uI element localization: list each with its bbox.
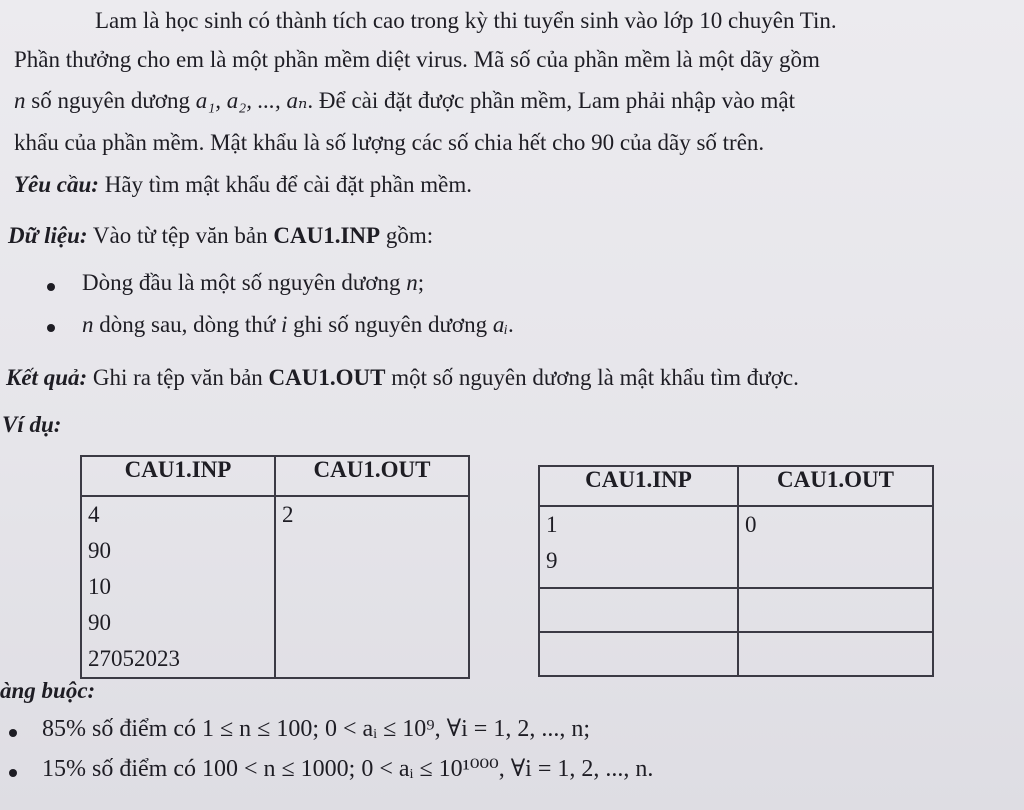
var-i: i (281, 312, 288, 337)
empty-cell (539, 588, 738, 632)
example-label: Ví dụ: (2, 412, 62, 437)
var-n: n (406, 270, 418, 295)
text: dòng sau, dòng thứ (93, 312, 282, 337)
input-line: 4 (88, 502, 100, 527)
paragraph-line-3 (14, 86, 795, 116)
input-line: 27052023 (88, 646, 180, 671)
output-line: 0 (745, 512, 757, 537)
paragraph-line-1: Lam là học sinh có thành tích cao trong kỳ thi tuyển sinh vào lớp 10 chuyên Tin. (95, 8, 837, 33)
input-file-name: CAU1.INP (273, 223, 381, 248)
text: số nguyên dương (25, 88, 196, 113)
text: . Để cài đặt được phần mềm, Lam phải nhập vào mật (307, 88, 796, 113)
input-line: 10 (88, 574, 111, 599)
text: Vào từ tệp văn bản (87, 223, 274, 248)
bullet-icon (47, 324, 55, 332)
output-cell (738, 506, 933, 588)
requirement (14, 170, 472, 200)
var-ai: aᵢ (492, 312, 508, 337)
output-spec (6, 363, 799, 393)
paragraph-line-2: Phần thưởng cho em là một phần mềm diệt virus. Mã số của phần mềm là một dãy gồm (14, 47, 820, 72)
input-spec (8, 221, 433, 251)
bullet-line-1 (82, 268, 424, 298)
constraint-2: 15% số điểm có 100 < n ≤ 1000; 0 < aᵢ ≤ 10¹⁰⁰⁰, ∀i = 1, 2, ..., n. (42, 756, 654, 782)
input-line: 9 (546, 548, 558, 573)
text: gồm: (380, 223, 434, 248)
text: một số nguyên dương là mật khẩu tìm được. (385, 365, 799, 390)
example-table-2 (538, 465, 934, 677)
text: . (507, 312, 514, 337)
input-line: 1 (546, 512, 558, 537)
empty-cell (539, 632, 738, 676)
requirement-label: Yêu cầu: (14, 172, 99, 197)
example-table-1 (80, 455, 470, 679)
bullet-icon (47, 283, 55, 291)
table-header: CAU1.INP (81, 456, 275, 496)
bullet-icon (9, 729, 17, 737)
output-spec-label: Kết quả: (6, 365, 88, 390)
empty-cell (738, 588, 933, 632)
sequence: a₁, a₂, ..., aₙ (195, 88, 308, 113)
input-line: 90 (88, 538, 111, 563)
var-n: n (14, 88, 26, 113)
text: Dòng đầu là một số nguyên dương (82, 270, 407, 295)
output-line: 2 (282, 502, 294, 527)
paragraph-line-4: khẩu của phần mềm. Mật khẩu là số lượng các số chia hết cho 90 của dãy số trên. (14, 130, 765, 155)
input-spec-label: Dữ liệu: (8, 223, 88, 248)
input-line: 90 (88, 610, 111, 635)
input-cell (539, 506, 738, 588)
output-file-name: CAU1.OUT (268, 365, 386, 390)
empty-cell (738, 632, 933, 676)
constraints-label: àng buộc: (0, 678, 96, 703)
input-cell (81, 496, 275, 678)
output-cell (275, 496, 469, 678)
constraint-1: 85% số điểm có 1 ≤ n ≤ 100; 0 < aᵢ ≤ 10⁹, ∀i = 1, 2, ..., n; (42, 716, 590, 742)
table-header: CAU1.OUT (738, 466, 933, 506)
text: Ghi ra tệp văn bản (87, 365, 269, 390)
bullet-icon (9, 769, 17, 777)
var-n: n (82, 312, 94, 337)
table-header: CAU1.OUT (275, 456, 469, 496)
text: ghi số nguyên dương (287, 312, 493, 337)
text: ; (417, 270, 425, 295)
requirement-text: Hãy tìm mật khẩu để cài đặt phần mềm. (98, 172, 472, 197)
table-header: CAU1.INP (539, 466, 738, 506)
bullet-line-2 (82, 310, 514, 340)
